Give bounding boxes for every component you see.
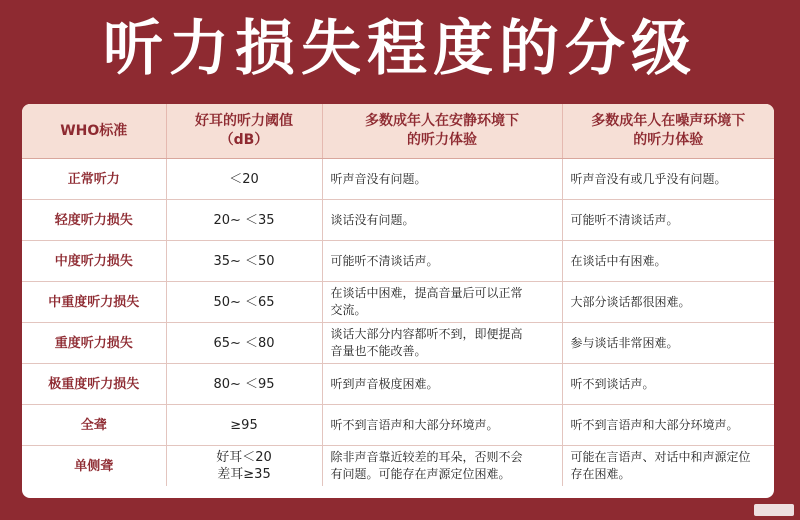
threshold-cell [166,446,322,487]
noisy-cell [562,241,774,282]
level-cell: 中重度听力损失 [22,282,166,323]
noisy-cell [562,405,774,446]
threshold-cell [166,200,322,241]
cell-line: 参与谈话非常困难。 [570,335,679,350]
noisy-cell [562,446,774,487]
header-line: 多数成年人在噪声环境下 [591,113,746,129]
cell-line: 音量也不能改善。 [330,344,427,358]
table-row [22,241,774,282]
quiet-cell [322,446,562,487]
cell-line: 听到声音极度困难。 [330,376,439,391]
cell-line: ≥95 [230,417,258,433]
table-row [22,364,774,405]
threshold-cell [166,282,322,323]
cell-line: 听声音没有问题。 [330,171,427,186]
noisy-cell [562,323,774,364]
threshold-cell [166,241,322,282]
threshold-cell [166,323,322,364]
header-line: 好耳的听力阈值 [195,113,293,129]
watermark-logo [754,504,794,516]
quiet-cell [322,241,562,282]
cell-line: 听不到言语声和大部分环境声。 [570,417,739,432]
table-row [22,159,774,200]
level-cell: 极重度听力损失 [22,364,166,405]
table-row [22,200,774,241]
cell-line: 谈话没有问题。 [330,212,415,227]
cell-line: 可能听不清谈话声。 [330,253,439,268]
level-cell: 单侧聋 [22,446,166,487]
header-line: WHO标准 [60,122,128,139]
cell-line: ＜20 [229,171,259,187]
header-noisy-experience [562,104,774,159]
cell-line: 80~ ＜95 [213,376,275,392]
quiet-cell [322,364,562,405]
header-line: 多数成年人在安静环境下 [365,113,519,129]
cell-line: 听不到谈话声。 [570,376,655,391]
threshold-cell [166,159,322,200]
table-row [22,446,774,487]
noisy-cell [562,200,774,241]
header-line: （dB） [219,132,269,148]
cell-line: 好耳＜20 [216,450,272,465]
table-header-row [22,104,774,159]
cell-line: 可能在言语声、对话中和声源定位 [570,450,751,464]
cell-line: 大部分谈话都很困难。 [570,294,691,309]
cell-line: 65~ ＜80 [213,335,275,351]
table-row [22,405,774,446]
cell-line: 在谈话中困难，提高音量后可以正常 [330,286,523,300]
header-quiet-experience [322,104,562,159]
cell-line: 听不到言语声和大部分环境声。 [330,417,499,432]
quiet-cell [322,323,562,364]
cell-line: 有问题。可能存在声源定位困难。 [330,467,511,481]
header-who-standard [22,104,166,159]
noisy-cell [562,159,774,200]
cell-line: 听声音没有或几乎没有问题。 [570,171,727,186]
cell-line: 交流。 [330,303,367,317]
quiet-cell [322,159,562,200]
cell-line: 50~ ＜65 [213,294,275,310]
cell-line: 除非声音靠近较差的耳朵，否则不会 [330,450,523,464]
threshold-cell [166,364,322,405]
header-threshold [166,104,322,159]
noisy-cell [562,282,774,323]
cell-line: 在谈话中有困难。 [570,253,667,268]
hearing-loss-grade-table [22,104,774,486]
table-row [22,323,774,364]
level-cell: 中度听力损失 [22,241,166,282]
hearing-loss-table-card [22,104,774,498]
cell-line: 存在困难。 [570,467,631,481]
cell-line: 谈话大部分内容都听不到，即便提高 [330,327,523,341]
level-cell: 重度听力损失 [22,323,166,364]
level-cell: 正常听力 [22,159,166,200]
table-row [22,282,774,323]
quiet-cell [322,200,562,241]
header-line: 的听力体验 [633,132,704,148]
cell-line: 20~ ＜35 [213,212,275,228]
quiet-cell [322,405,562,446]
cell-line: 35~ ＜50 [213,253,275,269]
quiet-cell [322,282,562,323]
noisy-cell [562,364,774,405]
page-title: 听力损失程度的分级 [103,14,697,84]
level-cell: 轻度听力损失 [22,200,166,241]
threshold-cell [166,405,322,446]
cell-line: 可能听不清谈话声。 [570,212,679,227]
cell-line: 差耳≥35 [217,467,271,482]
header-line: 的听力体验 [407,132,477,148]
level-cell: 全聋 [22,405,166,446]
